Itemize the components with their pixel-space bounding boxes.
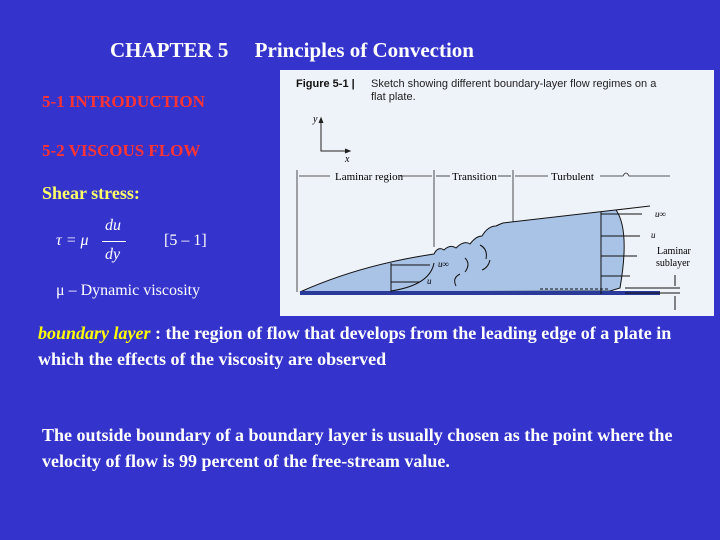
figure-label: Figure 5-1 | [296, 78, 355, 90]
boundary-layer-definition [38, 320, 688, 372]
label-sublayer-1: Laminar [657, 246, 691, 257]
definition-text: the region of flow that develops from the leading edge of a plate in which the effects of the viscosity are observed [38, 323, 672, 369]
slide-title: CHAPTER 5 Principles of Convection [110, 38, 474, 62]
equation-denominator: dy [105, 246, 121, 263]
figure-caption-1: Sketch showing different boundary-layer flow regimes on a [371, 78, 657, 90]
boundary-layer-figure [280, 70, 714, 316]
axes-icon [319, 118, 350, 153]
axis-x-label: x [345, 154, 350, 165]
mu-definition: μ – Dynamic viscosity [56, 282, 201, 299]
label-u-laminar: u [427, 276, 432, 286]
equation-lhs: τ = μ [56, 232, 89, 249]
label-u-turbulent: u [651, 230, 656, 240]
equation-numerator: du [105, 217, 121, 234]
label-u-inf-laminar: u∞ [438, 259, 449, 269]
section-viscous-flow: 5-2 VISCOUS FLOW [42, 141, 201, 160]
section-introduction: 5-1 INTRODUCTION [42, 92, 205, 111]
shear-stress-heading: Shear stress: [42, 183, 140, 203]
fraction-bar [102, 241, 126, 242]
boundary-layer-region [300, 206, 650, 292]
colon: : [150, 323, 166, 343]
region-transition: Transition [452, 171, 497, 183]
figure-caption-2: flat plate. [371, 91, 416, 103]
boundary-layer-term: boundary layer [38, 323, 151, 343]
axis-y-label: y [313, 114, 318, 125]
label-sublayer-2: sublayer [656, 258, 690, 269]
region-turbulent: Turbulent [551, 171, 594, 183]
outside-boundary-text: The outside boundary of a boundary layer is usually chosen as the point where the velocity of flow is 99 percent of the free-stream value. [42, 425, 673, 471]
equation-number: [5 – 1] [164, 232, 207, 249]
flat-plate [300, 291, 660, 295]
region-laminar: Laminar region [335, 171, 404, 183]
label-u-inf-turbulent: u∞ [655, 209, 666, 219]
